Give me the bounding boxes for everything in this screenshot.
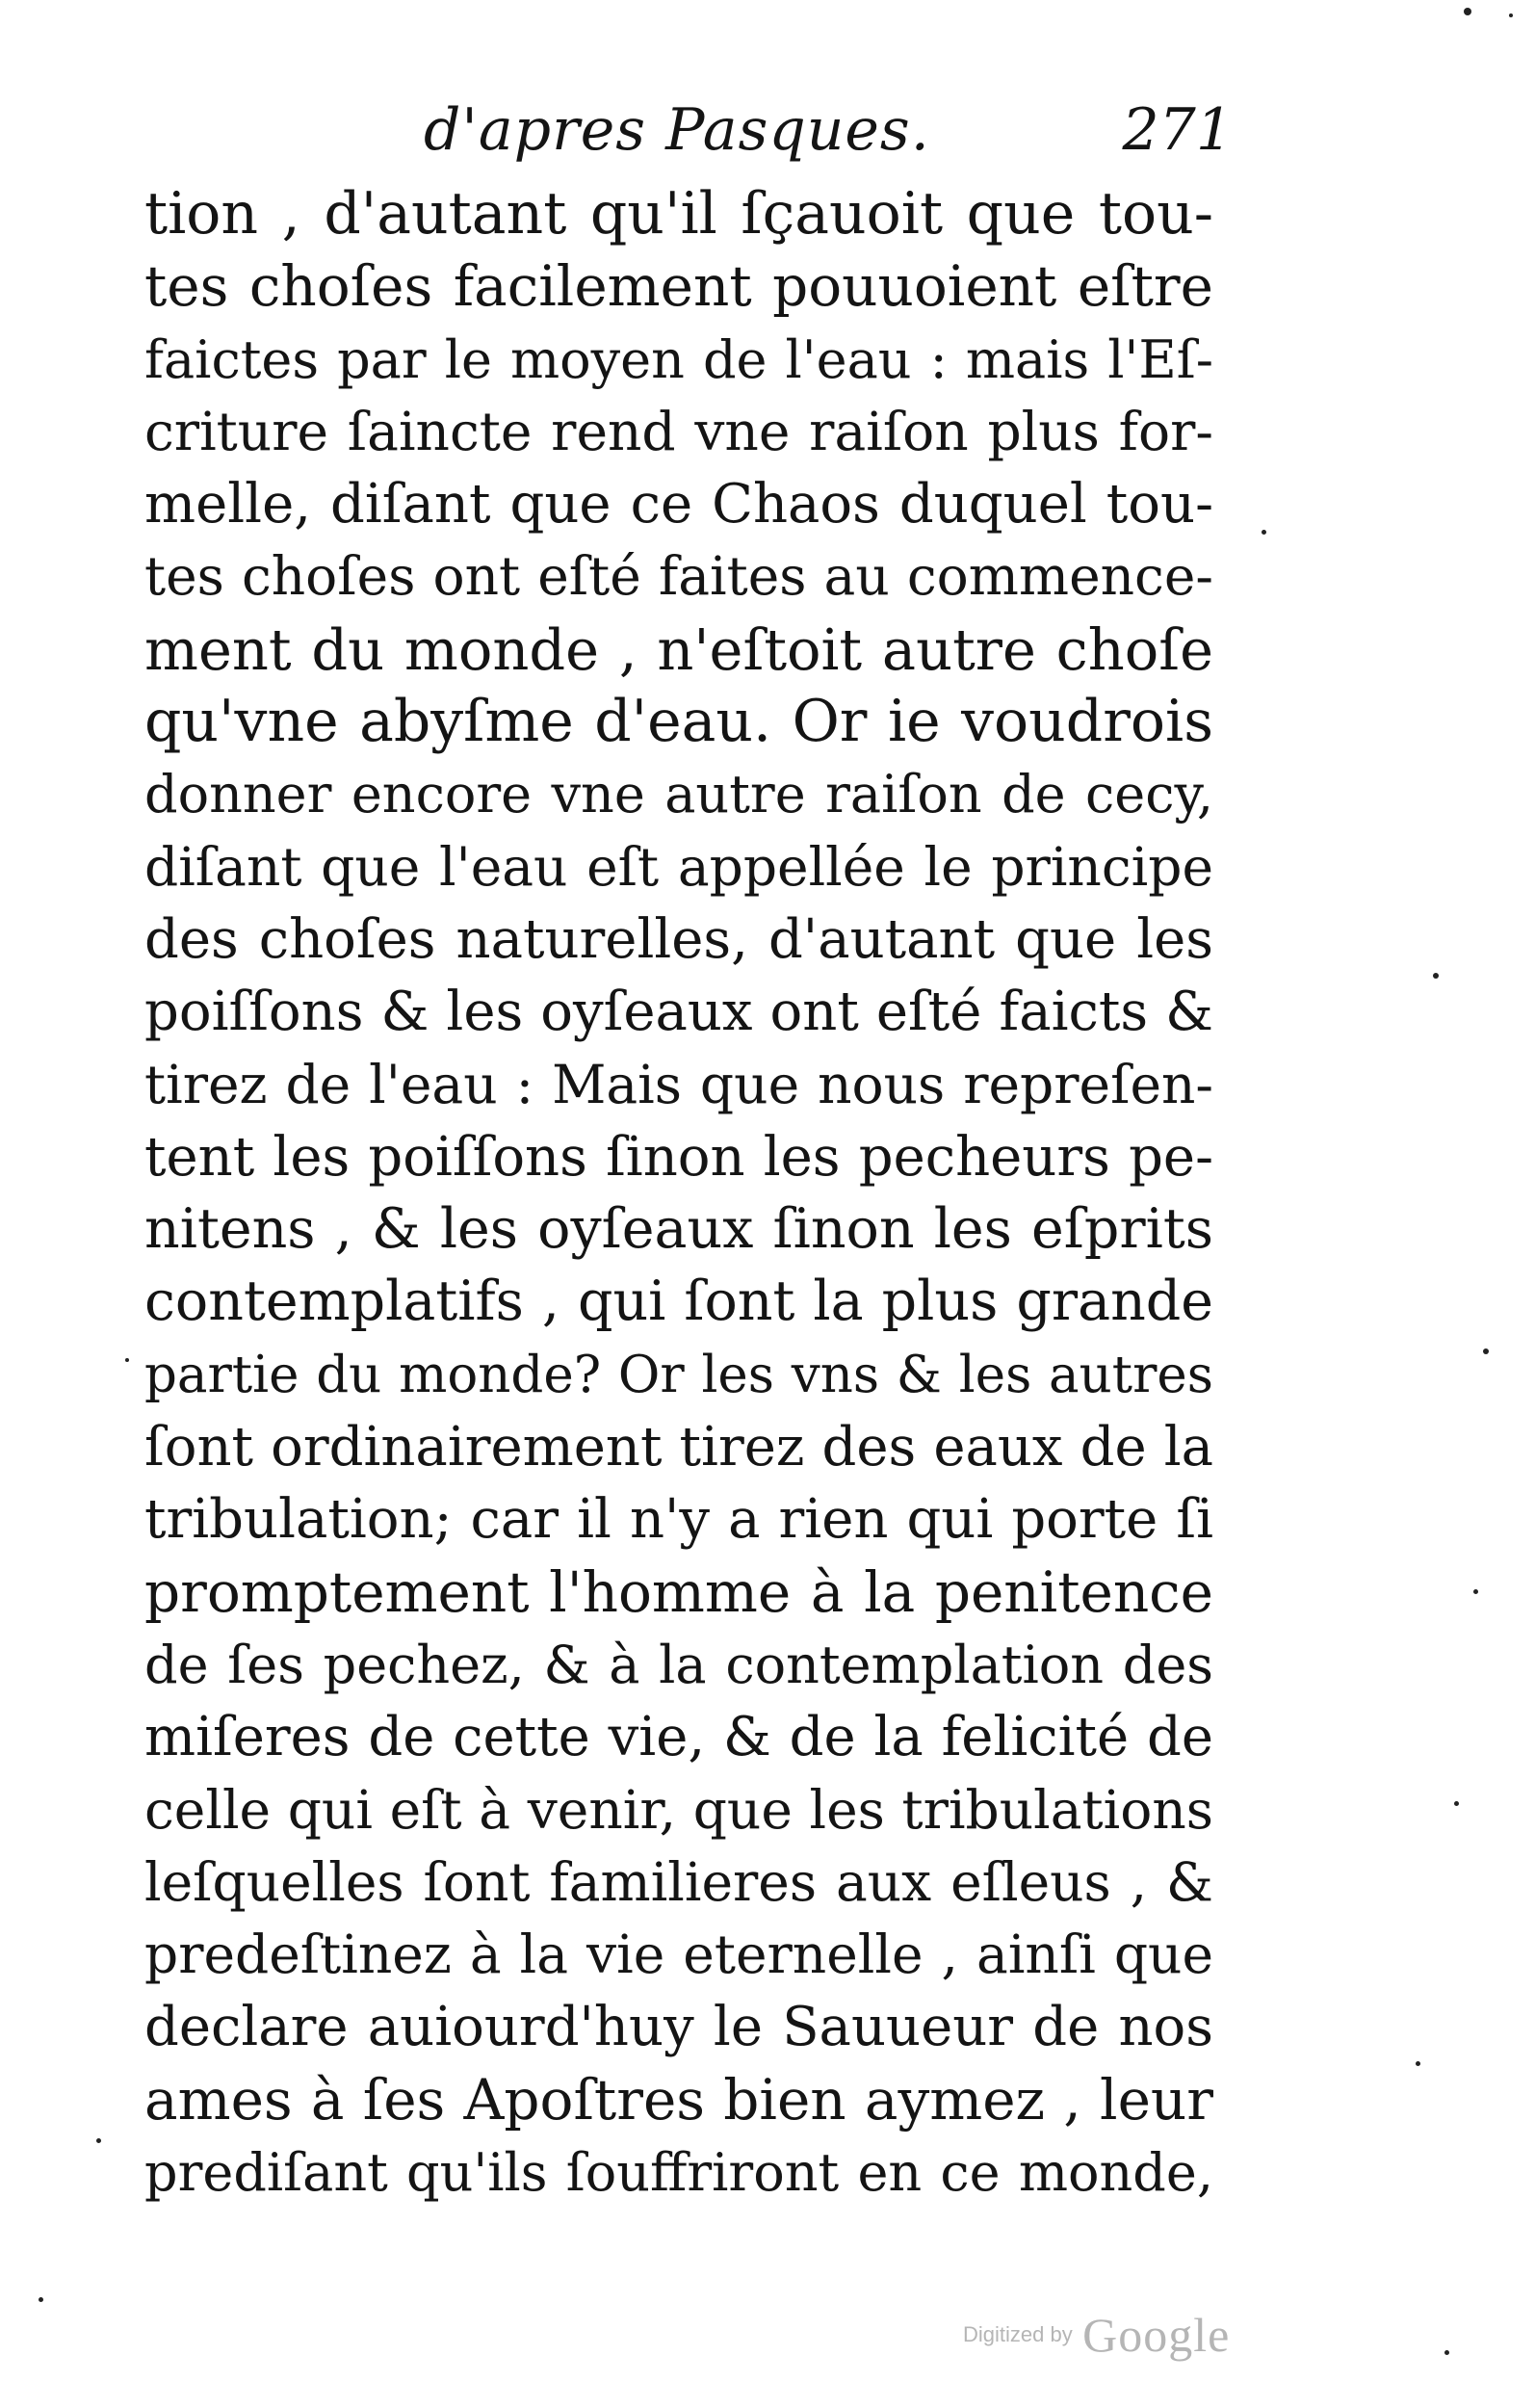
text-line: declare auiourd'huy le Sauueur de nos [144, 1996, 1213, 2059]
running-head [424, 96, 1233, 173]
text-line: poiſſons & les oyſeaux ont eſté faicts & [144, 981, 1213, 1044]
text-line: ment du monde , n'eſtoit autre choſe [144, 615, 1213, 683]
running-head-title: d'apres Pasques. [424, 96, 930, 164]
text-line: tion , d'autant qu'il ſçauoit que tou- [144, 180, 1213, 248]
text-line: diſant que l'eau eſt appellée le principe [144, 835, 1213, 898]
text-line: faictes par le moyen de l'eau : mais l'Eſ- [144, 328, 1213, 390]
text-line: criture ſaincte rend vne raiſon plus for- [144, 400, 1213, 462]
text-line: miſeres de cette vie, & de la felicité de [144, 1706, 1213, 1769]
scan-speck [1454, 1801, 1459, 1806]
text-line: contemplatifs , qui ſont la plus grande [144, 1269, 1213, 1334]
text-line: tribulation; car il n'y a rien qui porte ſi [144, 1488, 1213, 1552]
text-line: predeſtinez à la vie eternelle , ainſi que [144, 1924, 1213, 1986]
scan-speck [1473, 1589, 1478, 1594]
text-line: de ſes pechez, & à la contemplation des [144, 1634, 1213, 1695]
page-number: 271 [1122, 96, 1233, 164]
text-line: promptement l'homme à la penitence [144, 1558, 1213, 1625]
scan-speck [1464, 8, 1471, 15]
scan-speck [125, 1358, 129, 1362]
text-line: ames à ſes Apoſtres bien aymez , leur [144, 2066, 1213, 2133]
body-text [144, 178, 1213, 2209]
text-line: tent les poiſſons ſinon les pecheurs pe- [144, 1125, 1213, 1189]
scan-speck [1262, 530, 1266, 535]
scan-speck [1444, 2350, 1449, 2355]
google-logo: Google [1082, 2308, 1231, 2362]
text-line: melle, diſant que ce Chaos duquel tou- [144, 473, 1213, 537]
text-line: prediſant qu'ils ſouffriront en ce monde, [144, 2142, 1213, 2204]
text-line: celle qui eſt à venir, que les tribulations [144, 1778, 1213, 1841]
text-line: tes choſes ont eſté faites au commence- [144, 545, 1213, 608]
text-line: qu'vne abyſme d'eau. Or ie voudrois [144, 688, 1213, 756]
text-line: leſquelles ſont familieres aux eſleus , & [144, 1850, 1213, 1913]
scan-speck [1483, 1348, 1489, 1354]
scan-speck [1433, 973, 1439, 979]
text-line: nitens , & les oyſeaux ſinon les eſprits [144, 1197, 1213, 1262]
text-line: tes choſes facilement pouuoient eſtre [144, 253, 1213, 320]
scan-speck [1416, 2061, 1420, 2066]
scan-speck [39, 2297, 43, 2302]
text-line: des choſes naturelles, d'autant que les [144, 907, 1213, 971]
scan-speck [96, 2138, 101, 2143]
text-line: partie du monde? Or les vns & les autres [144, 1345, 1213, 1404]
scan-speck [1509, 13, 1513, 17]
text-line: tirez de l'eau : Mais que nous repreſen- [144, 1053, 1213, 1115]
text-line: donner encore vne autre raiſon de cecy, [144, 764, 1213, 825]
digitized-watermark [963, 2307, 1230, 2363]
watermark-prefix: Digitized by [963, 2322, 1073, 2346]
text-line: ſont ordinairement tirez des eaux de la [144, 1416, 1213, 1479]
